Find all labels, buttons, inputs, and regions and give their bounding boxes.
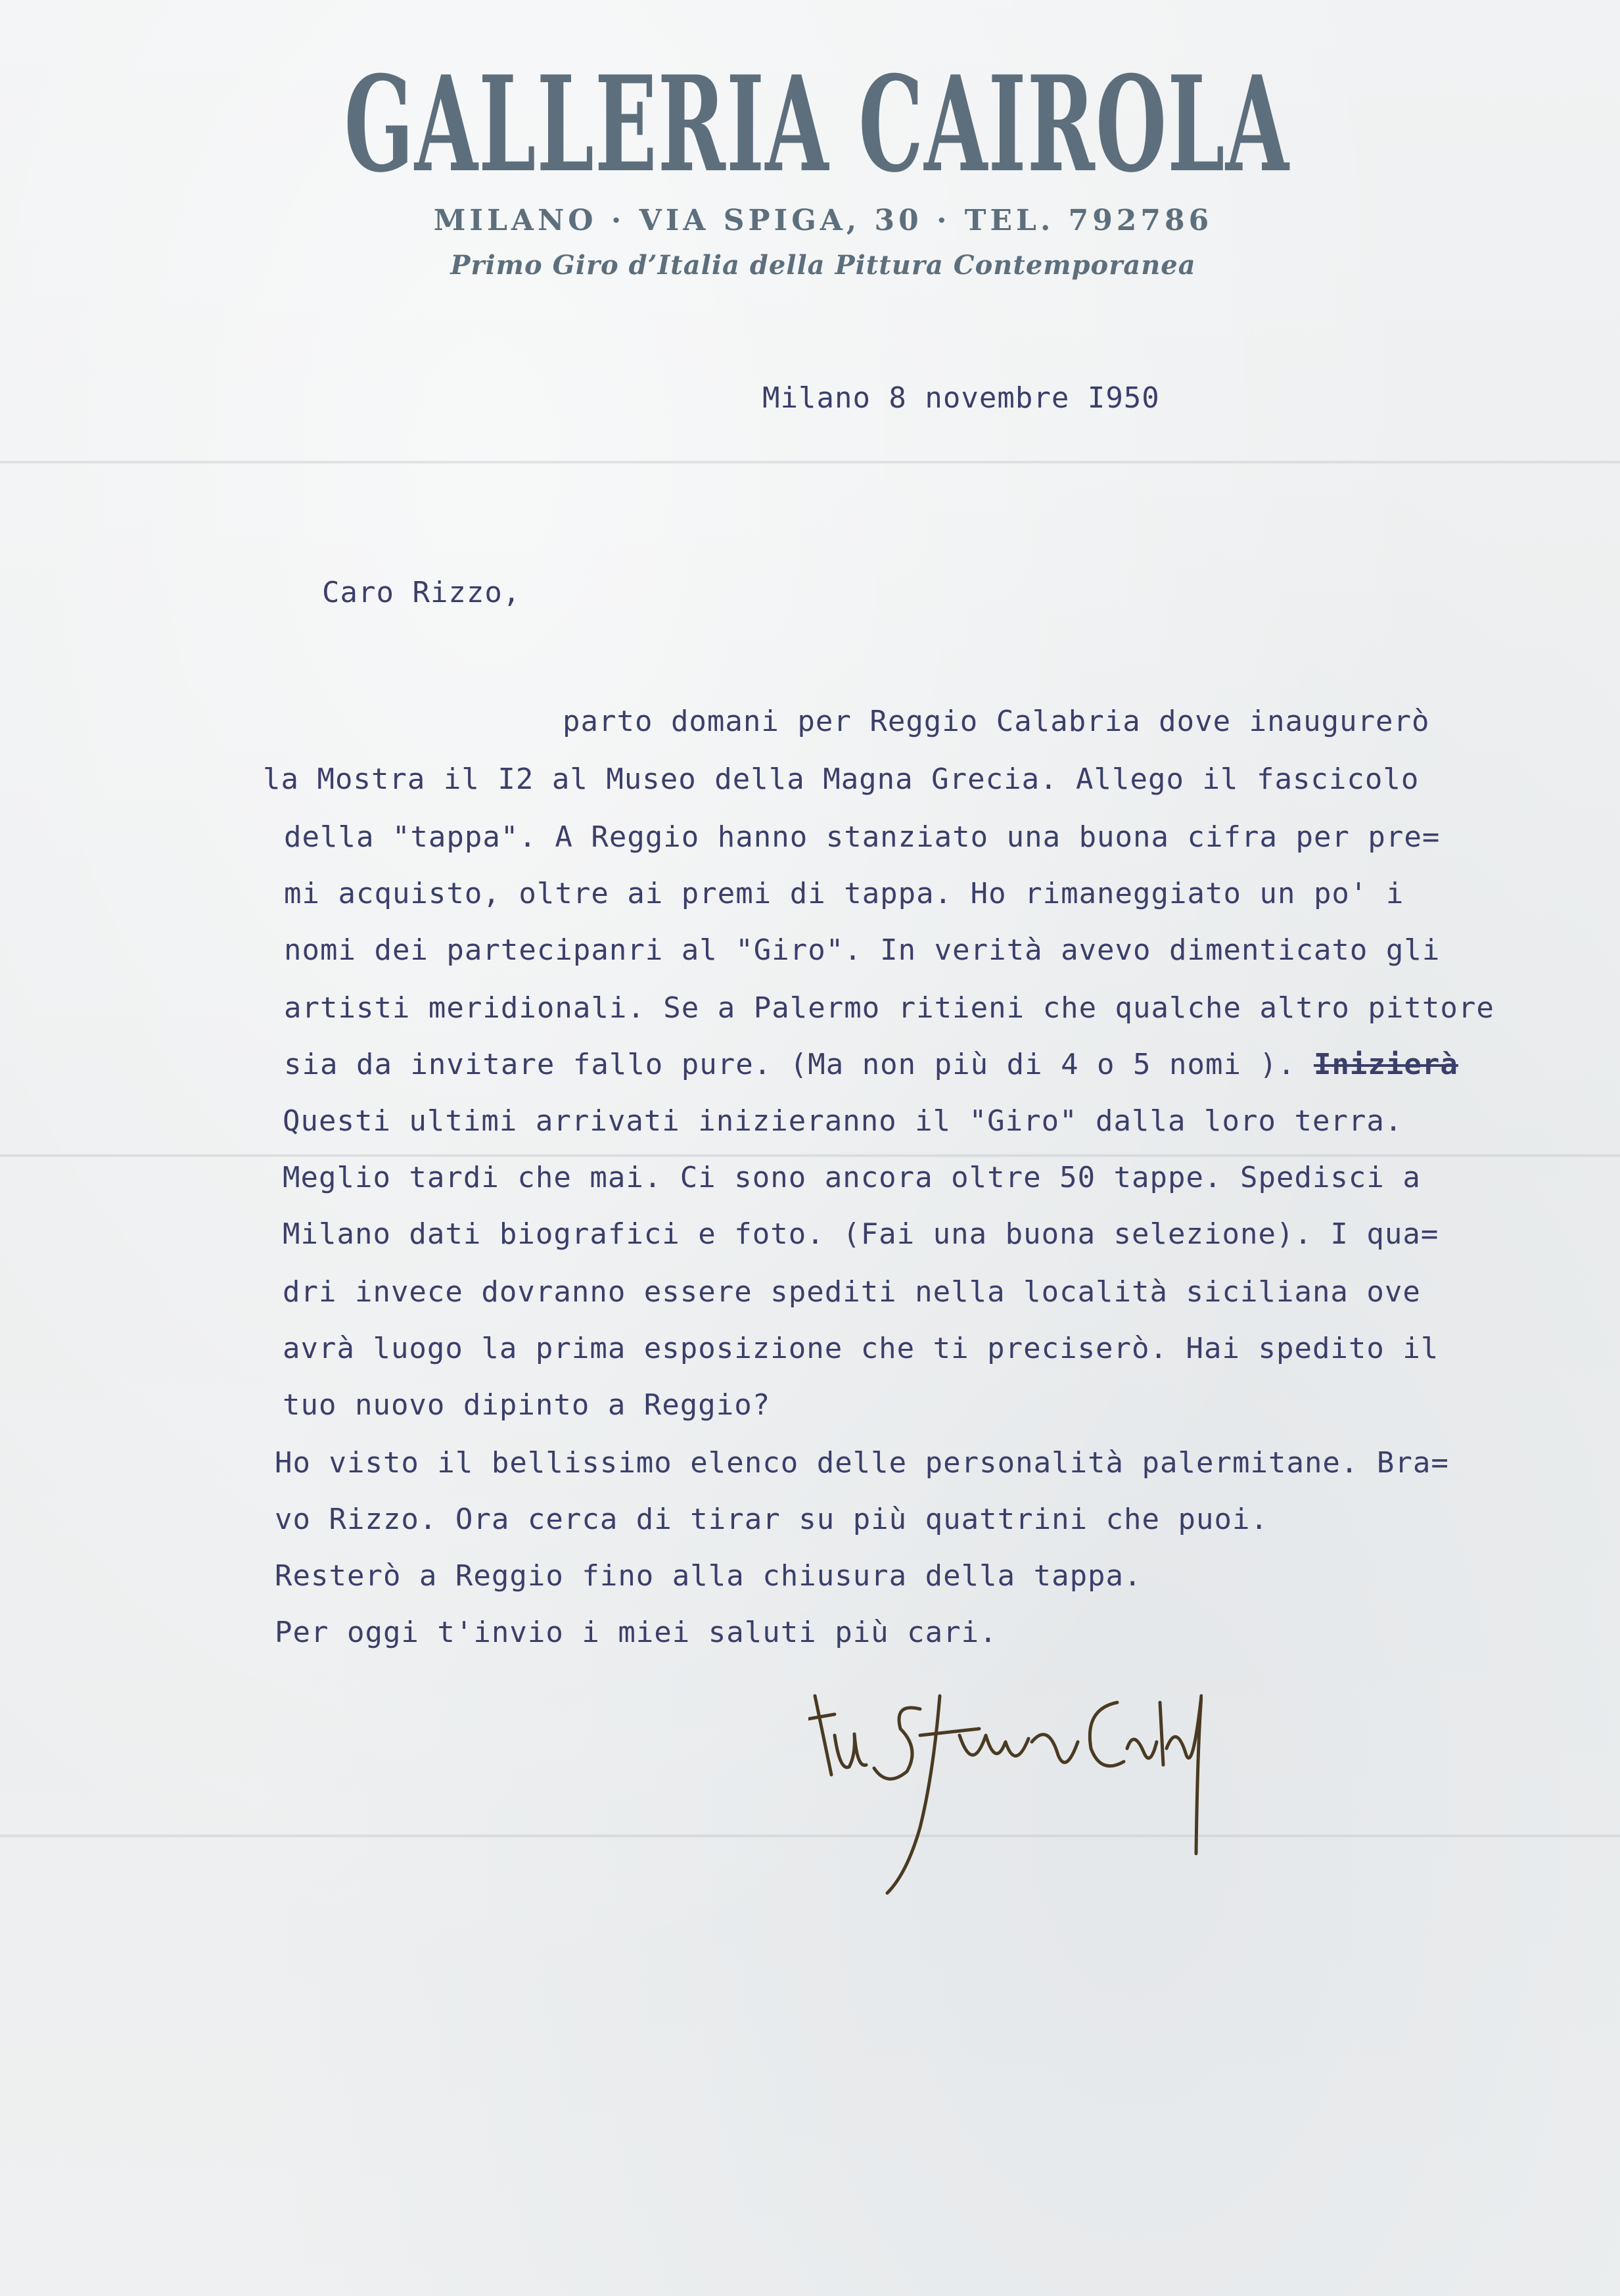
paper-fold	[0, 1154, 1620, 1158]
letter-line: nomi dei partecipanri al "Giro". In verità avevo dimenticato gli	[284, 933, 1441, 967]
letter-line	[284, 1046, 1458, 1083]
letter-line: mi acquisto, oltre ai premi di tappa. Ho rimaneggiato un po' i	[284, 877, 1404, 910]
handwritten-signature	[808, 1656, 1203, 1906]
letterhead-address: MILANO · VIA SPIGA, 30 · TEL. 792786	[433, 204, 1213, 237]
struck-word: Inizierà	[1313, 1048, 1458, 1081]
letter-line: tuo nuovo dipinto a Reggio?	[283, 1388, 771, 1422]
letter-line: Ho visto il bellissimo elenco delle personalità palermitane. Bra=	[275, 1446, 1449, 1480]
letter-line: dri invece dovranno essere spediti nella località siciliana ove	[283, 1275, 1421, 1309]
paper-fold	[0, 460, 1620, 464]
letter-line: della "tappa". A Reggio hanno stanziato una buona cifra per pre=	[284, 820, 1441, 854]
letter-line: avrà luogo la prima esposizione che ti preciserò. Hai spedito il	[283, 1332, 1439, 1365]
letter-line: Per oggi t'invio i miei saluti più cari.	[275, 1616, 998, 1649]
letter-salutation: Caro Rizzo,	[322, 576, 521, 609]
letterhead-gallery-name: GALLERIA CAIROLA	[344, 47, 1290, 202]
letter-line: la Mostra il I2 al Museo della Magna Grecia. Allego il fascicolo	[263, 762, 1420, 796]
letter-line: artisti meridionali. Se a Palermo ritieni che qualche altro pittore	[284, 991, 1494, 1025]
letter-line-text: sia da invitare fallo pure. (Ma non più di 4 o 5 nomi ).	[284, 1048, 1296, 1081]
letter-date: Milano 8 novembre I950	[762, 381, 1160, 415]
letter-line: Resterò a Reggio fino alla chiusura della tappa.	[275, 1559, 1142, 1593]
letter-line: parto domani per Reggio Calabria dove inaugurerò	[563, 705, 1430, 738]
letter-line: Meglio tardi che mai. Ci sono ancora oltre 50 tappe. Spedisci a	[283, 1161, 1421, 1194]
letter-line: vo Rizzo. Ora cerca di tirar su più quattrini che puoi.	[275, 1503, 1268, 1536]
letterhead-subtitle: Primo Giro d’Italia della Pittura Contemporanea	[450, 250, 1196, 281]
letter-line: Milano dati biografici e foto. (Fai una buona selezione). I qua=	[283, 1217, 1439, 1251]
letter-line: Questi ultimi arrivati inizieranno il "Giro" dalla loro terra.	[283, 1104, 1403, 1138]
